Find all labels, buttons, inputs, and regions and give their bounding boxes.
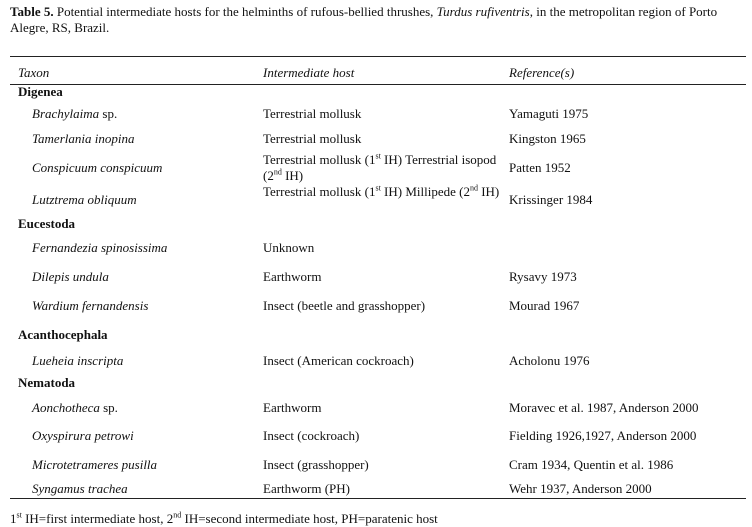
group-label: Nematoda [18, 375, 76, 390]
taxon-name: Conspicuum conspicuum [32, 160, 163, 175]
host-text: IH) Terrestrial isopod (2 [263, 152, 497, 183]
host-text: Terrestrial mollusk (1 [263, 152, 376, 167]
caption-species: Turdus rufiventris [436, 4, 530, 19]
group-label: Digenea [18, 84, 63, 99]
host-sup: nd [469, 183, 478, 193]
taxon-name: Dilepis undula [32, 269, 109, 284]
host-cell: Terrestrial mollusk [263, 106, 362, 121]
group-label: Eucestoda [18, 216, 76, 231]
reference-cell: Mourad 1967 [509, 298, 580, 313]
taxon-name: Oxyspirura petrowi [32, 428, 134, 443]
taxon-name: Syngamus trachea [32, 481, 128, 496]
taxon-cell [32, 298, 148, 314]
taxon-name: Microtetrameres pusilla [32, 457, 158, 472]
taxon-name: Aonchotheca [32, 400, 100, 415]
reference-cell: Krissinger 1984 [509, 192, 593, 207]
reference-cell: Moravec et al. 1987, Anderson 2000 [509, 400, 699, 415]
reference-cell: Rysavy 1973 [509, 269, 577, 284]
caption-text-end: , in the metropolitan region of Porto Alegre, RS, Brazil. [10, 4, 718, 35]
taxon-cell [32, 160, 162, 176]
host-text: IH) [281, 168, 304, 183]
taxon-cell [32, 428, 134, 444]
host-cell: Earthworm [263, 400, 322, 415]
taxon-suffix: sp. [99, 106, 118, 121]
reference-cell: Wehr 1937, Anderson 2000 [509, 481, 652, 496]
host-cell: Insect (American cockroach) [263, 353, 414, 368]
header-intermediate-host: Intermediate host [263, 65, 355, 80]
table-caption [10, 4, 740, 36]
footnote-sup: st [16, 510, 22, 520]
taxon-name: Brachylaima [32, 106, 100, 121]
host-cell: Earthworm (PH) [263, 481, 351, 496]
header-rule [10, 84, 746, 85]
host-cell: Unknown [263, 240, 315, 255]
taxon-cell [32, 400, 118, 416]
taxon-name: Fernandezia spinosissima [32, 240, 168, 255]
host-cell: Insect (cockroach) [263, 428, 360, 443]
caption-text: Potential intermediate hosts for the helminths of rufous-bellied thrushes, [53, 4, 437, 19]
host-cell [263, 184, 503, 200]
taxon-suffix: sp. [99, 400, 118, 415]
host-cell: Earthworm [263, 269, 322, 284]
footnote-part: 1 [10, 511, 17, 526]
footnote-part: IH=second intermediate host, PH=paratenic host [181, 511, 438, 526]
group-label: Acanthocephala [18, 327, 108, 342]
bottom-rule [10, 498, 746, 499]
footnote-part: IH=first intermediate host, 2 [21, 511, 174, 526]
taxon-name: Lueheia inscripta [32, 353, 124, 368]
taxon-cell [32, 131, 134, 147]
reference-cell: Cram 1934, Quentin et al. 1986 [509, 457, 674, 472]
host-cell: Insect (grasshopper) [263, 457, 369, 472]
taxon-name: Lutztrema obliquum [32, 192, 137, 207]
reference-cell: Fielding 1926,1927, Anderson 2000 [509, 428, 697, 443]
host-sup: nd [273, 167, 282, 177]
taxon-cell [32, 106, 117, 122]
host-text: Terrestrial mollusk (1 [263, 184, 376, 199]
host-text: IH) [477, 184, 500, 199]
host-sup: st [375, 183, 381, 193]
taxon-cell [32, 192, 137, 208]
footnote-sup: nd [173, 510, 182, 520]
header-taxon: Taxon [18, 65, 50, 80]
reference-cell: Yamaguti 1975 [509, 106, 589, 121]
host-sup: st [375, 151, 381, 161]
taxon-name: Wardium fernandensis [32, 298, 149, 313]
host-text: IH) Millipede (2 [380, 184, 470, 199]
top-rule [10, 56, 746, 57]
host-cell: Terrestrial mollusk [263, 131, 362, 146]
taxon-cell [32, 353, 123, 369]
reference-cell: Acholonu 1976 [509, 353, 590, 368]
taxon-cell [32, 240, 167, 256]
table-label: Table 5. [10, 4, 54, 19]
taxon-cell [32, 269, 109, 285]
host-cell [263, 152, 503, 184]
reference-cell: Kingston 1965 [509, 131, 586, 146]
taxon-name: Tamerlania inopina [32, 131, 135, 146]
reference-cell: Patten 1952 [509, 160, 571, 175]
header-references: Reference(s) [509, 65, 575, 80]
table-footnote [10, 511, 438, 527]
host-cell: Insect (beetle and grasshopper) [263, 298, 426, 313]
taxon-cell [32, 457, 157, 473]
taxon-cell [32, 481, 128, 497]
